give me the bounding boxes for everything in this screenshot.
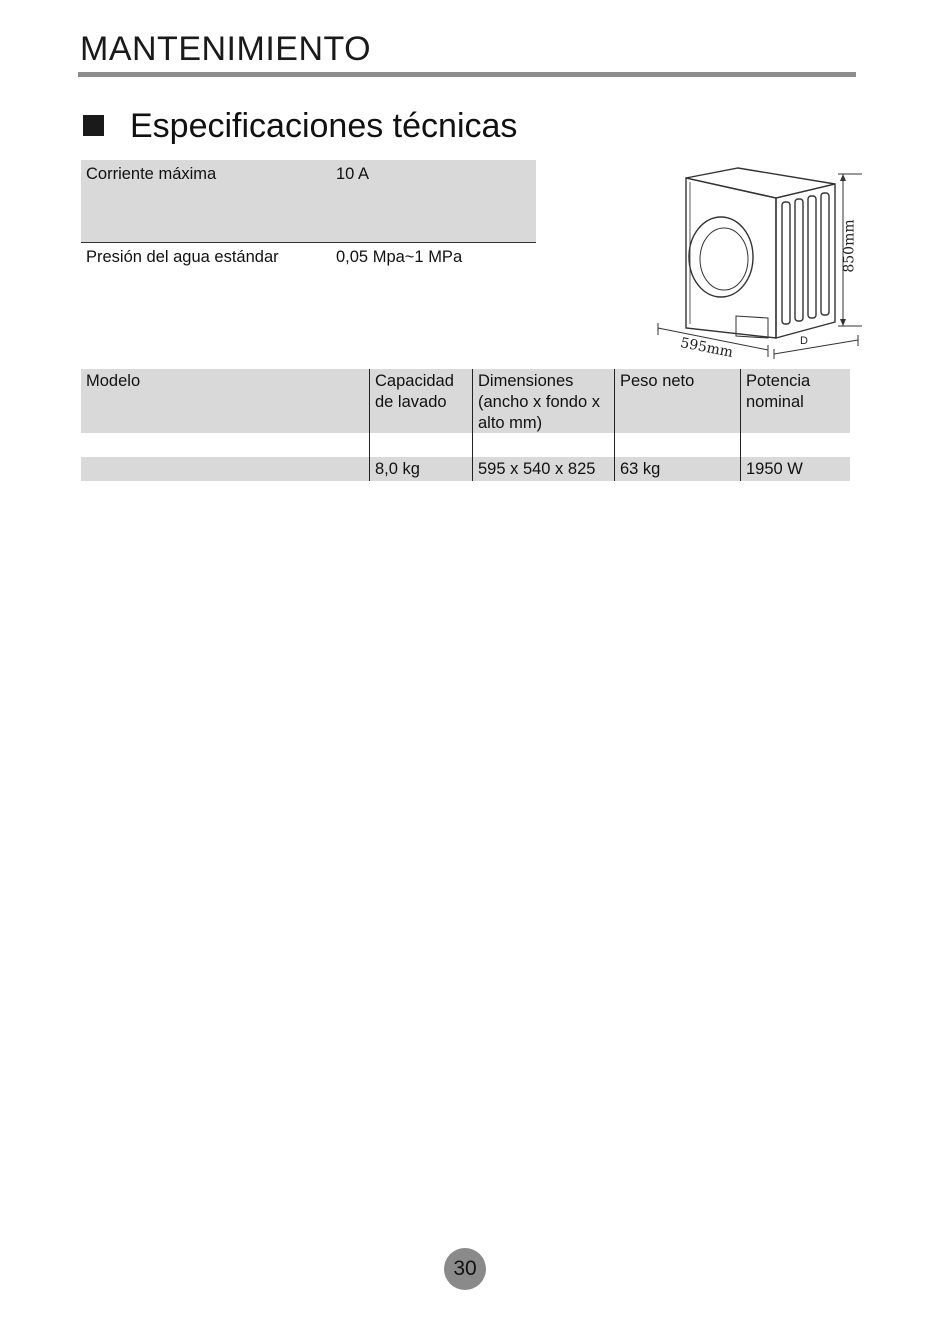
model-spec-table	[81, 369, 850, 481]
header-potencia: Potencia nominal	[740, 369, 850, 433]
header-peso: Peso neto	[614, 369, 740, 433]
cell-modelo	[81, 457, 369, 481]
header-capacidad: Capacidad de lavado	[369, 369, 472, 433]
depth-dimension-label: D	[800, 335, 808, 347]
table-spacer-row	[81, 433, 850, 457]
cell-peso: 63 kg	[614, 457, 740, 481]
section-title: Especificaciones técnicas	[130, 107, 518, 145]
spec-label: Presión del agua estándar	[86, 248, 279, 266]
spec-row-current	[81, 160, 536, 243]
spec-value: 10 A	[336, 165, 370, 183]
page-number-badge: 30	[444, 1248, 486, 1290]
filled-square-icon	[83, 115, 104, 136]
table-header-row	[81, 369, 850, 433]
width-dimension-label: 595mm	[678, 335, 735, 361]
header-divider	[78, 72, 856, 77]
page-header-title: MANTENIMIENTO	[80, 30, 372, 68]
cell-capacidad: 8,0 kg	[369, 457, 472, 481]
table-row	[81, 457, 850, 481]
spec-label: Corriente máxima	[86, 165, 217, 183]
cell-dimensiones: 595 x 540 x 825	[472, 457, 614, 481]
cell-potencia: 1950 W	[740, 457, 850, 481]
spec-row-pressure	[81, 243, 536, 283]
spec-value: 0,05 Mpa~1 MPa	[336, 248, 463, 266]
header-dimensiones: Dimensiones (ancho x fondo x alto mm)	[472, 369, 614, 433]
header-modelo: Modelo	[86, 372, 141, 390]
height-dimension-label: 850mm	[841, 219, 858, 273]
